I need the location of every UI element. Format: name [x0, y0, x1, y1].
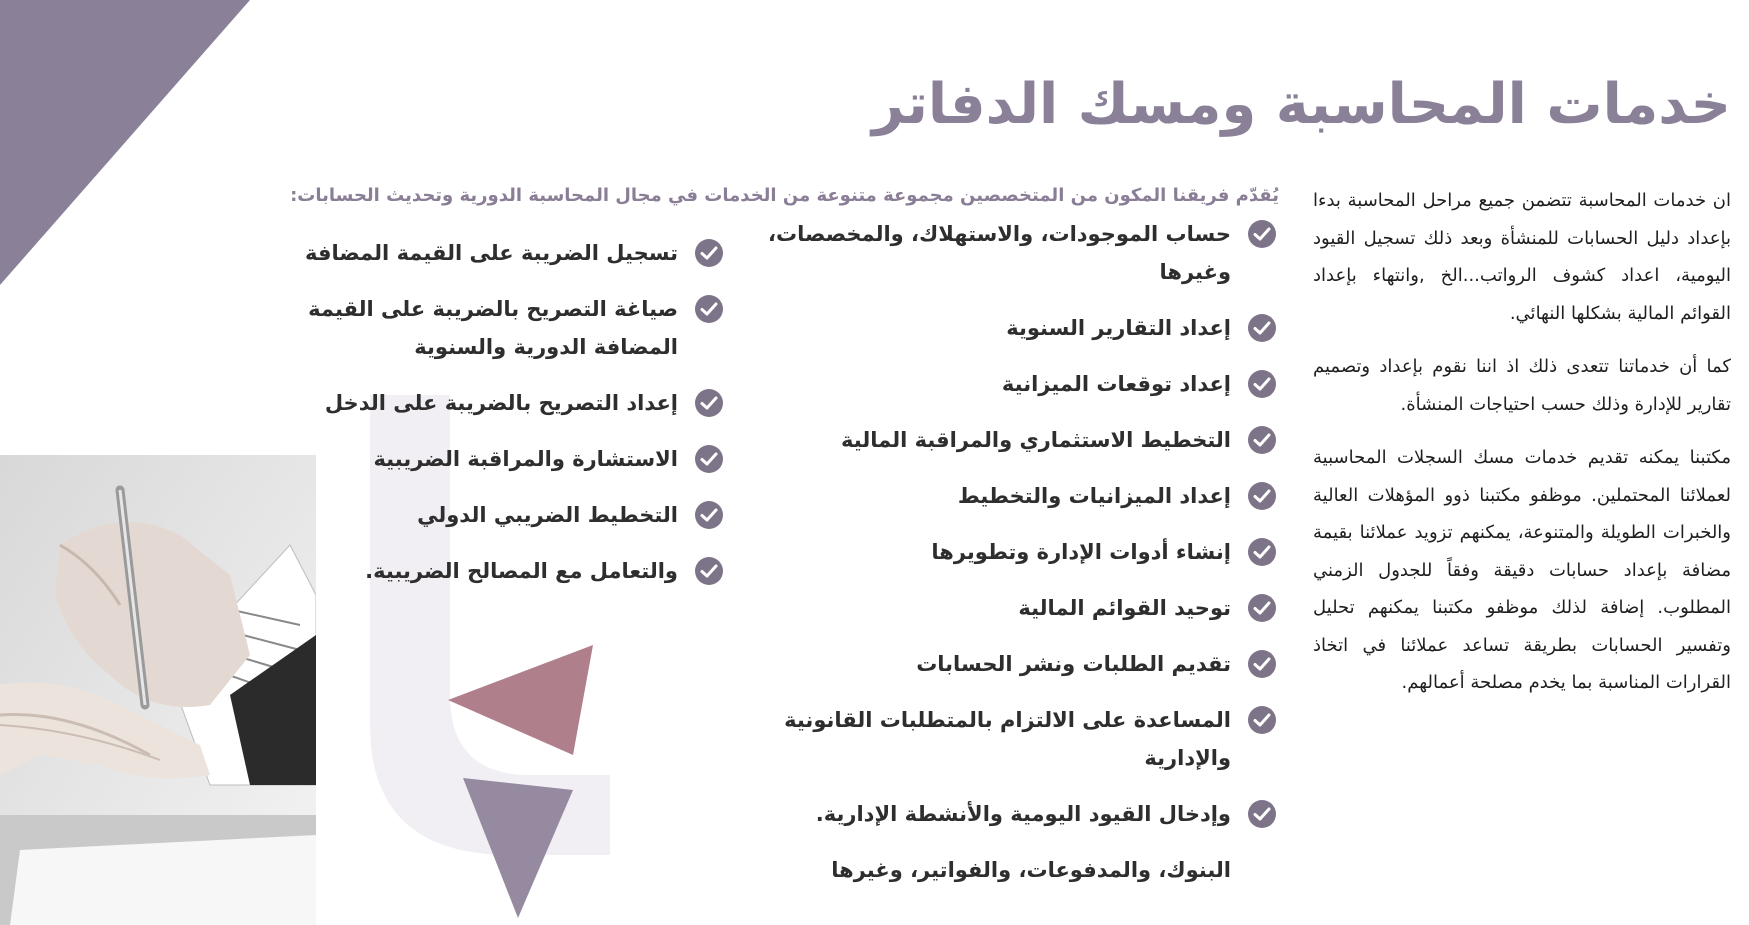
- description-column: [1313, 182, 1731, 718]
- check-circle-icon: [1247, 369, 1277, 399]
- check-circle-icon: [694, 444, 724, 474]
- check-circle-icon: [694, 238, 724, 268]
- description-paragraph: كما أن خدماتنا تتعدى ذلك اذ اننا نقوم بإعداد وتصميم تقارير للإدارة وذلك حسب احتياجات المنشأة.: [1313, 356, 1731, 415]
- list-item: [254, 234, 724, 272]
- check-circle-icon: [1247, 313, 1277, 343]
- list-item: [254, 496, 724, 534]
- check-circle-icon: [1247, 799, 1277, 829]
- list-item: [757, 795, 1277, 833]
- list-item-label: حساب الموجودات، والاستهلاك، والمخصصات، وغيرها: [768, 222, 1231, 284]
- check-circle-icon: [1247, 705, 1277, 735]
- page-title: خدمات المحاسبة ومسك الدفاتر: [872, 72, 1731, 137]
- list-item-label: إعداد توقعات الميزانية: [1001, 372, 1231, 396]
- list-item-label: تقديم الطلبات ونشر الحسابات: [916, 652, 1231, 676]
- check-circle-icon: [1247, 649, 1277, 679]
- decorative-triangle-top-left: [0, 0, 250, 285]
- list-item-label: إعداد الميزانيات والتخطيط: [957, 484, 1231, 508]
- list-item-continuation: البنوك، والمدفوعات، والفواتير، وغيرها: [831, 858, 1231, 882]
- list-item-label: صياغة التصريح بالضريبة على القيمة المضافة الدورية والسنوية: [308, 297, 678, 359]
- list-item-label: إنشاء أدوات الإدارة وتطويرها: [931, 540, 1231, 564]
- tax-services-list: [254, 234, 724, 608]
- list-item: [757, 645, 1277, 683]
- services-intro: يُقدّم فريقنا المكون من المتخصصين مجموعة متنوعة من الخدمات في مجال المحاسبة الدورية وتحديث الحسابات:: [290, 185, 1279, 206]
- check-circle-icon: [694, 388, 724, 418]
- check-circle-icon: [1247, 481, 1277, 511]
- decorative-triangle-pink: [448, 645, 593, 755]
- list-item: [757, 589, 1277, 627]
- check-circle-icon: [1247, 425, 1277, 455]
- check-circle-icon: [1247, 537, 1277, 567]
- list-item-label: وإدخال القيود اليومية والأنشطة الإدارية.: [815, 802, 1231, 826]
- list-item: [757, 309, 1277, 347]
- check-circle-icon: [1247, 219, 1277, 249]
- list-item-label: والتعامل مع المصالح الضريبية.: [365, 559, 678, 583]
- check-circle-icon: [694, 294, 724, 324]
- list-item-label: التخطيط الضريبي الدولي: [417, 503, 678, 527]
- list-item: [757, 215, 1277, 291]
- list-item-label: الاستشارة والمراقبة الضريبية: [373, 447, 678, 471]
- list-item: [254, 440, 724, 478]
- check-circle-icon: [694, 556, 724, 586]
- list-item-label: المساعدة على الالتزام بالمتطلبات القانونية والإدارية: [784, 708, 1231, 770]
- list-item-label: إعداد التصريح بالضريبة على الدخل: [324, 391, 678, 415]
- list-item: [757, 421, 1277, 459]
- list-item: [757, 365, 1277, 403]
- description-paragraph: مكتبنا يمكنه تقديم خدمات مسك السجلات المحاسبية لعملائنا المحتملين. موظفو مكتبنا ذوو المؤهلات العالية والخبرات الطويلة والمتنوعة، يمكنهم تزويد عملائنا بقيمة مضافة بإعداد حسابات دقيقة وفقاً للجدول الزمني المطلوب. إضافة لذلك موظفو مكتبنا يمكنهم تحليل وتفسير الحسابات بطريقة تساعد عملائنا في اتخاذ القرارات المناسبة بما يخدم مصلحة أعمالهم.: [1313, 447, 1731, 693]
- decorative-triangle-grey: [463, 778, 573, 918]
- accounting-services-list: [757, 215, 1277, 907]
- check-circle-icon: [1247, 593, 1277, 623]
- list-item: [254, 290, 724, 366]
- list-item: [254, 552, 724, 590]
- list-item: [254, 384, 724, 422]
- list-item: [757, 701, 1277, 777]
- description-paragraph: ان خدمات المحاسبة تتضمن جميع مراحل المحاسبة بدءا بإعداد دليل الحسابات للمنشأة وبعد ذلك تسجيل القيود اليومية، اعداد كشوف الرواتب...الخ ,وانتهاء بإعداد القوائم المالية بشكلها النهائي.: [1313, 190, 1731, 324]
- list-item: [757, 533, 1277, 571]
- list-item-label: توحيد القوائم المالية: [1018, 596, 1231, 620]
- list-item-label: إعداد التقارير السنوية: [1006, 316, 1231, 340]
- list-item-label: تسجيل الضريبة على القيمة المضافة: [305, 241, 678, 265]
- check-circle-icon: [694, 500, 724, 530]
- list-item: [757, 477, 1277, 515]
- list-item-label: التخطيط الاستثماري والمراقبة المالية: [841, 428, 1231, 452]
